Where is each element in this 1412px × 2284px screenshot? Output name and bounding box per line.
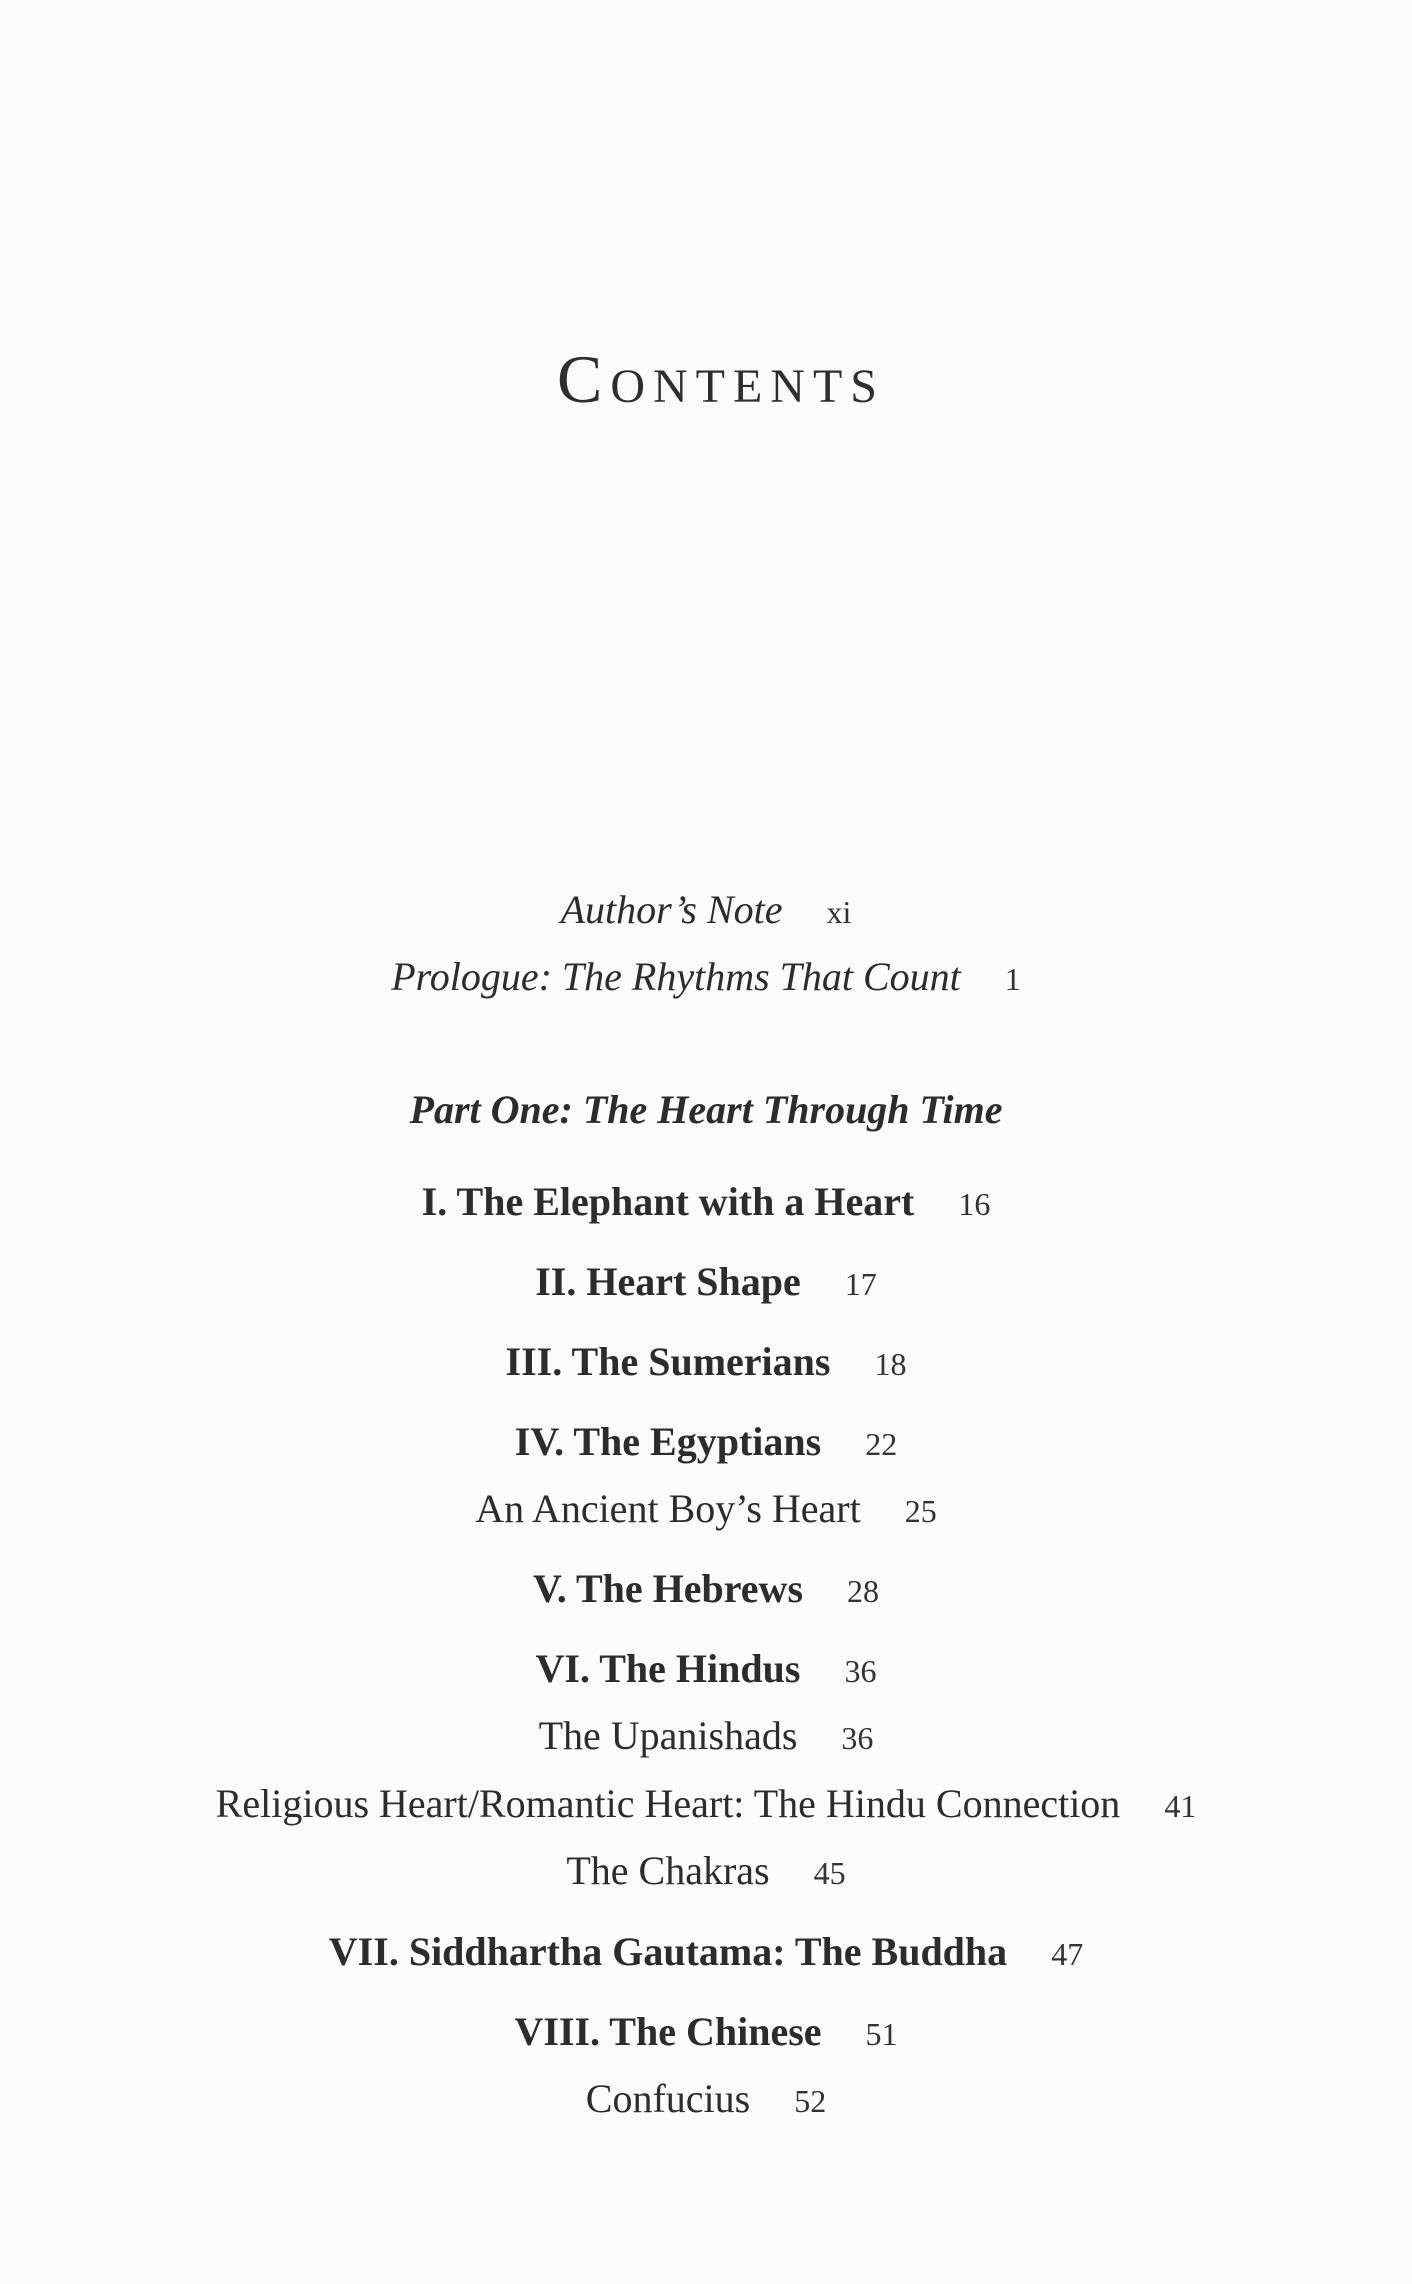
entry-label: VIII. The Chinese: [514, 2009, 822, 2054]
entry-label: Author’s Note: [560, 887, 783, 932]
toc-entry-subsection: [0, 1780, 1412, 1827]
entry-page: 18: [874, 1346, 907, 1382]
entry-label: Prologue: The Rhythms That Count: [391, 954, 961, 999]
toc-entry-chapter-2: [0, 1258, 1412, 1305]
toc-entry-chapter-8: [0, 2008, 1412, 2055]
toc-entry-chapter-6: [0, 1645, 1412, 1692]
entry-page: 17: [844, 1266, 877, 1302]
entry-page: 22: [865, 1426, 898, 1462]
entry-label: VI. The Hindus: [535, 1646, 801, 1691]
entry-label: An Ancient Boy’s Heart: [475, 1486, 861, 1531]
toc-entry-subsection: [0, 2075, 1412, 2122]
page-title: Contents: [556, 341, 885, 417]
toc-entry-chapter-5: [0, 1565, 1412, 1612]
entry-page: 1: [1004, 961, 1021, 997]
toc-entry-subsection: [0, 1712, 1412, 1759]
entry-label: IV. The Egyptians: [514, 1419, 822, 1464]
entry-page: 36: [844, 1653, 877, 1689]
entry-label: Confucius: [585, 2076, 751, 2121]
toc-entry-authors-note: [0, 886, 1412, 933]
entry-page: 16: [958, 1186, 991, 1222]
entry-page: 36: [841, 1720, 874, 1756]
entry-page: xi: [826, 894, 852, 930]
entry-label: The Upanishads: [538, 1713, 798, 1758]
toc-entry-prologue: [0, 953, 1412, 1000]
toc-entry-subsection: [0, 1847, 1412, 1894]
entry-page: 28: [847, 1573, 880, 1609]
toc-part-heading: [0, 1086, 1412, 1133]
entry-label: III. The Sumerians: [505, 1339, 831, 1384]
toc-entry-chapter-4: [0, 1418, 1412, 1465]
entry-label: Religious Heart/Romantic Heart: The Hindu Connection: [215, 1781, 1121, 1826]
toc-entry-chapter-3: [0, 1338, 1412, 1385]
entry-page: 25: [904, 1493, 937, 1529]
toc-entry-chapter-7: [0, 1928, 1412, 1975]
entry-page: 45: [813, 1855, 846, 1891]
entry-label: V. The Hebrews: [532, 1566, 804, 1611]
entry-page: 41: [1164, 1788, 1197, 1824]
toc-entry-subsection: [0, 1485, 1412, 1532]
entry-label: The Chakras: [566, 1848, 770, 1893]
toc-entry-chapter-1: [0, 1178, 1412, 1225]
entry-page: 51: [865, 2016, 898, 2052]
entry-label: VII. Siddhartha Gautama: The Buddha: [328, 1929, 1008, 1974]
entry-page: 52: [794, 2083, 827, 2119]
entry-label: I. The Elephant with a Heart: [421, 1179, 915, 1224]
part-label: Part One: The Heart Through Time: [409, 1087, 1003, 1132]
entry-page: 47: [1051, 1936, 1084, 1972]
entry-label: II. Heart Shape: [535, 1259, 801, 1304]
